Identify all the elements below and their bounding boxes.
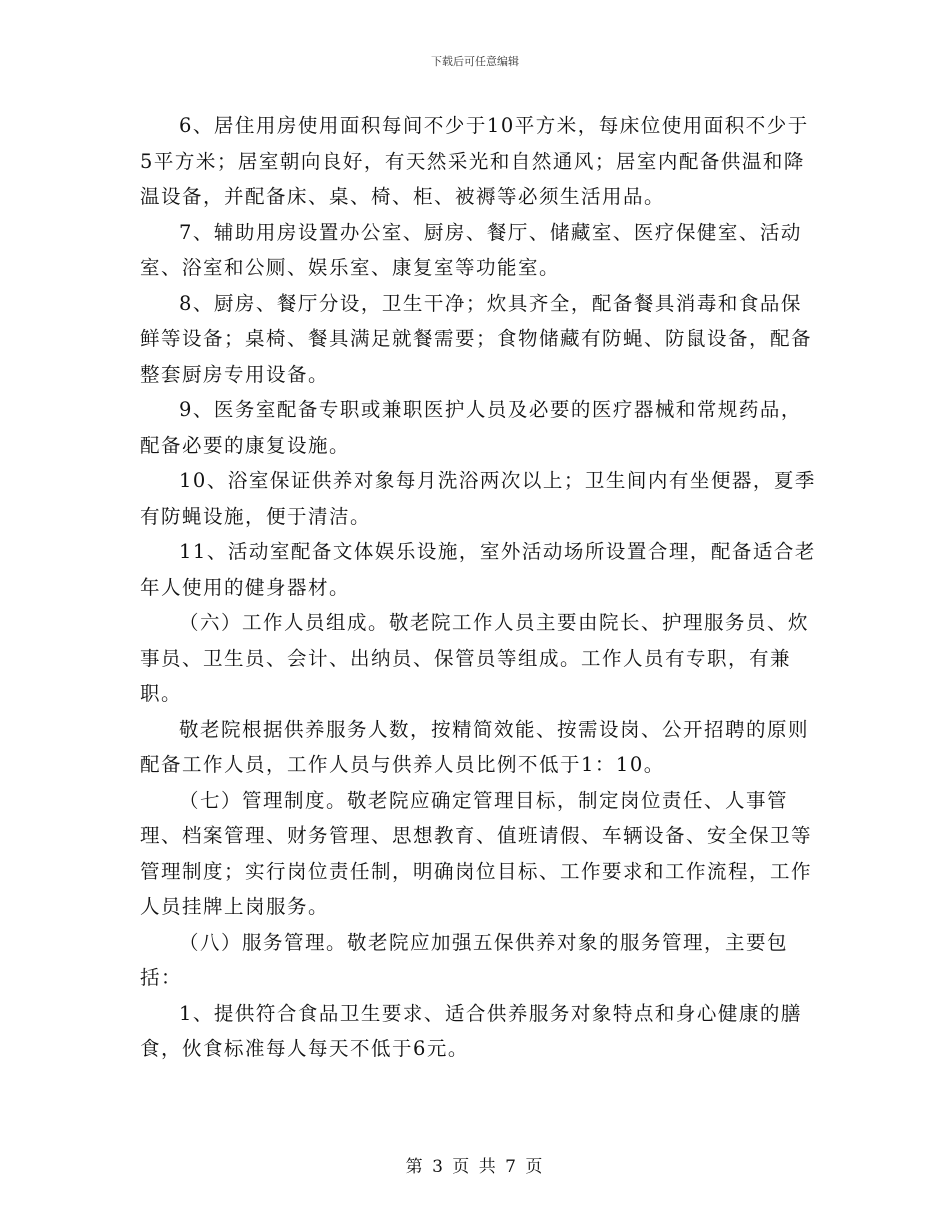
- paragraph-item-8: 8、厨房、餐厅分设，卫生干净；炊具齐全，配备餐具消毒和食品保鲜等设备；桌椅、餐具满足就餐需要；食物储藏有防蝇、防鼠设备，配备整套厨房专用设备。: [140, 291, 813, 386]
- paragraph-item-6: 6、居住用房使用面积每间不少于10平方米，每床位使用面积不少于5平方米；居室朝向良好，有天然采光和自然通风；居室内配备供温和降温设备，并配备床、桌、椅、柜、被褥等必须生活用品。: [140, 114, 809, 208]
- paragraph-service-management: （八）服务管理。敬老院应加强五保供养对象的服务管理，主要包括：: [140, 930, 789, 989]
- document-body: [140, 108, 820, 1067]
- paragraph-item-7: 7、辅助用房设置办公室、厨房、餐厅、储藏室、医疗保健室、活动室、浴室和公厕、娱乐室、康复室等功能室。: [140, 220, 802, 279]
- paragraph-staff-composition: （六）工作人员组成。敬老院工作人员主要由院长、护理服务员、炊事员、卫生员、会计、出纳员、保管员等组成。工作人员有专职，有兼职。: [140, 611, 810, 705]
- paragraph-item-9: 9、医务室配备专职或兼职医护人员及必要的医疗器械和常规药品，配备必要的康复设施。: [140, 398, 802, 457]
- paragraph-item-11: 11、活动室配备文体娱乐设施，室外活动场所设置合理，配备适合老年人使用的健身器材。: [140, 540, 816, 599]
- page-number: 第 3 页 共 7 页: [405, 1157, 545, 1177]
- paragraph-staff-ratio: 敬老院根据供养服务人数，按精简效能、按需设岗、公开招聘的原则配备工作人员，工作人员与供养人员比例不低于1：10。: [140, 717, 810, 776]
- paragraph-item-10: 10、浴室保证供养对象每月洗浴两次以上；卫生间内有坐便器，夏季有防蝇设施，便于清洁。: [140, 469, 816, 528]
- paragraph-management-system: （七）管理制度。敬老院应确定管理目标，制定岗位责任、人事管理、档案管理、财务管理、思想教育、值班请假、车辆设备、安全保卫等管理制度；实行岗位责任制，明确岗位目标、工作要求和工作流程，工作人员挂牌上岗服务。: [140, 788, 813, 918]
- paragraph-service-item-1: 1、提供符合食品卫生要求、适合供养服务对象特点和身心健康的膳食，伙食标准每人每天不低于6元。: [140, 1001, 802, 1060]
- page-header: 下载后可任意编辑: [431, 55, 519, 68]
